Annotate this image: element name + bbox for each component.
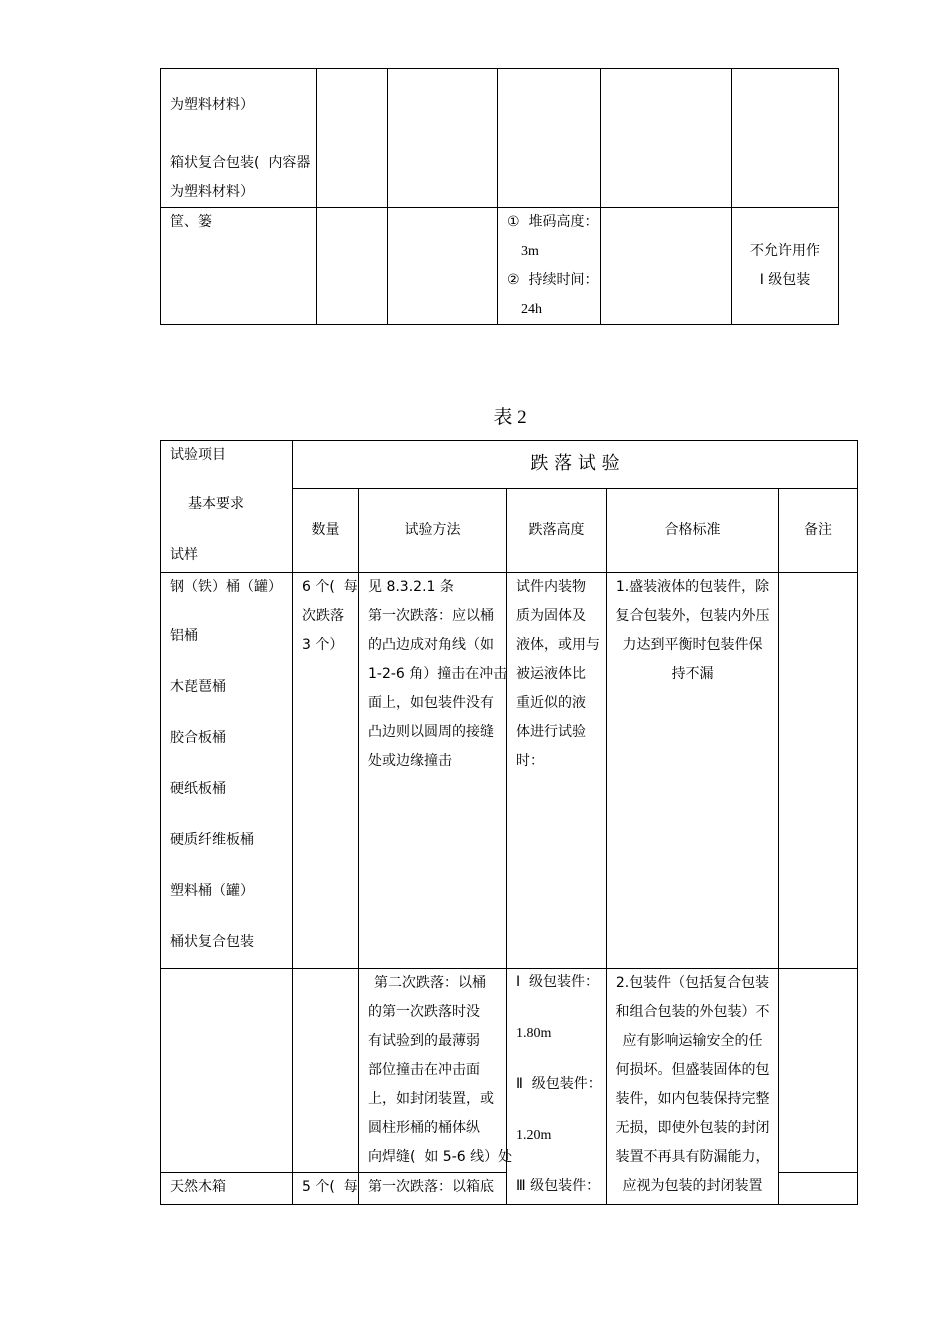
text-line: 见 8.3.2.1 条	[368, 579, 454, 595]
text-line: 次跌落	[302, 608, 344, 624]
remark-cell	[779, 573, 858, 969]
quantity-cell	[293, 1173, 359, 1205]
text-line: Ⅰ 级包装	[759, 272, 811, 288]
table-1-cell	[498, 69, 601, 208]
table-1-cell	[388, 208, 498, 325]
table-1-cell-remark	[732, 208, 839, 325]
table-1-cell-stacking	[498, 208, 601, 325]
drop-height-cell	[507, 573, 607, 969]
corner-label-requirement: 基本要求	[188, 496, 244, 512]
sample-item: 铝桶	[170, 628, 198, 644]
table-caption: 表 2	[493, 407, 527, 428]
corner-label-test-item: 试验项目	[170, 447, 226, 463]
criteria-cell	[607, 969, 779, 1205]
drop-height-cell	[507, 969, 607, 1205]
text-line: 上，如封闭装置，或	[368, 1091, 494, 1107]
text-line: 1.20m	[516, 1128, 552, 1143]
text-line: 24h	[521, 302, 542, 317]
table-2-row-2	[161, 969, 858, 1173]
text-line	[516, 996, 606, 1022]
table-2-corner-cell	[161, 441, 293, 573]
column-header-drop-height: 跌落高度	[507, 489, 607, 573]
table-2-group-title	[293, 441, 858, 489]
text-line: 液体，或用与	[516, 637, 600, 653]
column-header-method: 试验方法	[359, 489, 507, 573]
quantity-cell	[293, 573, 359, 969]
remark-cell	[779, 1173, 858, 1205]
text-line: 3m	[521, 244, 539, 259]
text-line: 复合包装外，包装内外压	[615, 608, 770, 624]
text-line: ② 持续时间：	[507, 272, 599, 288]
samples-cell	[161, 1173, 293, 1205]
text-line: 的凸边成对角线（如	[368, 637, 494, 653]
table-1	[160, 68, 839, 325]
text-line: 天然木箱	[170, 1179, 226, 1195]
column-header-remark: 备注	[779, 489, 858, 573]
text-line: 处或边缘撞击	[368, 753, 452, 769]
text-line: 应有影响运输安全的任	[622, 1033, 763, 1049]
text-line: 1.盛装液体的包装件，除	[615, 579, 770, 595]
text-line: 凸边则以圆周的接缝	[368, 724, 494, 740]
text-line: 第二次跌落：以桶	[374, 975, 486, 991]
text-line: 第一次跌落：应以桶	[368, 608, 494, 624]
sample-item: 桶状复合包装	[170, 934, 254, 950]
method-cell	[359, 1173, 507, 1205]
table-2-header-row-1	[161, 441, 858, 489]
text-line: Ⅲ 级包装件：	[516, 1178, 601, 1194]
method-cell	[359, 969, 513, 1173]
table-1-cell	[388, 69, 498, 208]
text-line: 圆柱形桶的桶体纵	[368, 1120, 480, 1136]
sample-item: 硬质纤维板桶	[170, 832, 254, 848]
text-line: 不允许用作	[750, 243, 820, 259]
text-line: 和组合包装的外包装）不	[615, 1004, 770, 1020]
text-line: 重近似的液	[516, 695, 586, 711]
table-1-row-1	[161, 69, 839, 208]
remark-cell	[779, 969, 858, 1173]
table-1-cell	[317, 208, 388, 325]
text-line: 向焊缝( 如 5-6 线）处	[368, 1149, 513, 1165]
table-1-row-2	[161, 208, 839, 325]
text-line: 何损坏。但盛装固体的包	[615, 1062, 770, 1078]
samples-cell	[161, 969, 293, 1173]
table-1-cell-packaging	[161, 69, 317, 208]
text-line: 应视为包装的封闭装置	[622, 1178, 763, 1194]
text-line: 被运液体比	[516, 666, 586, 682]
text-line: 3 个）	[302, 637, 344, 653]
text-line: 为塑料材料）	[170, 184, 254, 200]
sample-item: 硬纸板桶	[170, 781, 226, 797]
text-line: 筐、篓	[170, 214, 212, 230]
text-line: 箱状复合包装( 内容器	[170, 155, 311, 171]
column-header-criteria: 合格标准	[607, 489, 779, 573]
text-line: 的第一次跌落时没	[368, 1004, 480, 1020]
text-line: 6 个( 每	[302, 579, 358, 595]
text-line: 为塑料材料）	[170, 97, 254, 113]
text-line	[516, 1098, 606, 1124]
text-line: 第一次跌落：以箱底	[368, 1179, 494, 1195]
sample-item: 钢（铁）桶（罐）	[170, 579, 282, 595]
table-2	[160, 440, 858, 1205]
text-line: 2.包装件（包括复合包装	[615, 975, 770, 991]
text-line: ① 堆码高度：	[507, 214, 599, 230]
text-line: 1-2-6 角）撞击在冲击	[368, 666, 508, 682]
text-line: 无损，即使外包装的封闭	[615, 1120, 770, 1136]
text-line: 有试验到的最薄弱	[368, 1033, 480, 1049]
samples-cell	[161, 573, 293, 969]
text-line: 力达到平衡时包装件保	[622, 637, 763, 653]
text-line: 5 个( 每	[302, 1179, 358, 1195]
column-header-quantity: 数量	[293, 489, 359, 573]
text-line	[516, 1149, 606, 1175]
text-line: 1.80m	[516, 1026, 552, 1041]
text-line: 持不漏	[671, 666, 714, 682]
table-1-cell	[601, 69, 732, 208]
text-line: 部位撞击在冲击面	[368, 1062, 480, 1078]
text-line: 装件，如内包装保持完整	[615, 1091, 770, 1107]
corner-label-sample: 试样	[170, 547, 198, 563]
text-line: 装置不再具有防漏能力，	[615, 1149, 770, 1165]
group-title-text: 跌 落 试 验	[530, 453, 620, 474]
table-1-cell	[601, 208, 732, 325]
method-cell	[359, 573, 507, 969]
sample-item: 木琵琶桶	[170, 679, 226, 695]
text-line: 面上，如包装件没有	[368, 695, 494, 711]
text-line: 体进行试验	[516, 724, 586, 740]
table-2-row-1	[161, 573, 858, 969]
text-line	[516, 1047, 606, 1073]
table-1-cell	[732, 69, 839, 208]
sample-item: 塑料桶（罐）	[170, 883, 254, 899]
sample-item: 胶合板桶	[170, 730, 226, 746]
text-line: 试件内装物	[516, 579, 586, 595]
quantity-cell	[293, 969, 359, 1173]
table-1-cell	[317, 69, 388, 208]
text-line: Ⅱ 级包装件：	[516, 1076, 602, 1092]
table-1-cell-packaging	[161, 208, 317, 325]
text-line	[170, 120, 316, 149]
criteria-cell	[607, 573, 779, 969]
text-line: 时：	[516, 753, 544, 769]
text-line: 质为固体及	[516, 608, 586, 624]
text-line: Ⅰ 级包装件：	[516, 974, 600, 990]
